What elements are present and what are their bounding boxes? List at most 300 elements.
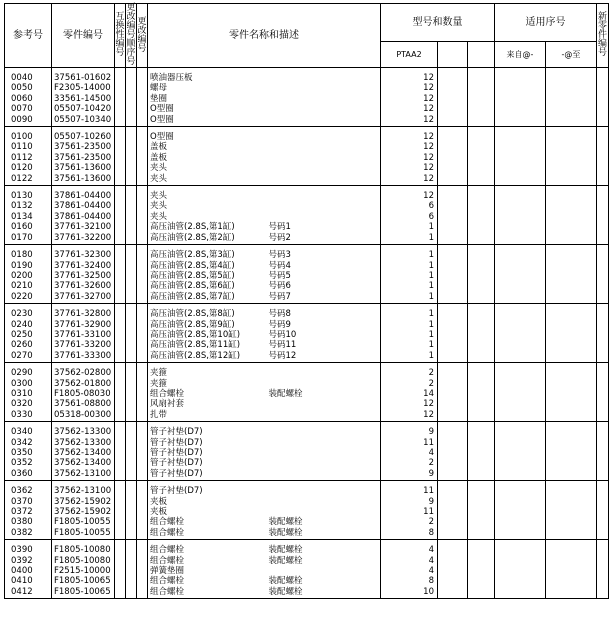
ref-text: 0200	[11, 270, 33, 281]
name-text: 管子衬垫(D7)	[150, 427, 203, 438]
part-no-cell	[52, 422, 115, 481]
qty-text: 12	[423, 163, 434, 174]
part-no-cell	[52, 245, 115, 304]
from-cell	[495, 127, 546, 186]
model-blank-cell	[438, 422, 468, 481]
qty-text: 11	[423, 486, 434, 497]
change-serial-cell	[137, 127, 148, 186]
qty-text: 4	[428, 566, 434, 577]
part-text: 37561-13600	[54, 163, 112, 174]
part-text: 37562-15902	[54, 507, 112, 518]
remark-text	[267, 115, 381, 125]
qty-text: 1	[428, 329, 434, 340]
header-model-blank-2	[468, 42, 495, 68]
qty-text: 9	[428, 468, 434, 479]
header-to: -@至	[546, 42, 597, 68]
name-text: 夹头	[150, 211, 168, 222]
part-text: 37761-32300	[54, 250, 112, 261]
header-model-code: PTAA2	[381, 42, 438, 68]
part-text: 37562-13400	[54, 448, 112, 458]
new-part-cell	[597, 127, 609, 186]
ref-text: 0372	[11, 507, 33, 518]
part-name-cell	[148, 304, 267, 363]
name-text: 扎带	[150, 409, 168, 420]
remark-text	[267, 379, 381, 389]
part-text: 37562-13300	[54, 437, 112, 448]
name-text: 组合螺栓	[150, 517, 185, 528]
part-text: 37761-32500	[54, 270, 112, 281]
remark-text	[267, 458, 381, 468]
change-serial-cell	[137, 68, 148, 127]
name-text: 夹板	[150, 507, 168, 518]
ref-no-cell	[5, 68, 52, 127]
parts-table	[4, 3, 609, 599]
header-ref-no: 参考号	[5, 4, 52, 68]
header-model-qty: 型号和数量	[381, 4, 495, 42]
part-no-cell	[52, 68, 115, 127]
name-text: O型圈	[150, 114, 174, 125]
change-seq-cell	[126, 127, 137, 186]
name-text: 高压油管(2.8S,第8缸)	[150, 309, 235, 320]
remark-cell	[267, 127, 381, 186]
header-from: 来自@-	[495, 42, 546, 68]
ref-text: 0380	[11, 517, 33, 528]
part-text: F1805-10080	[54, 555, 111, 566]
remark-text: 号码5	[268, 270, 291, 281]
name-text: 管子衬垫(D7)	[150, 468, 203, 479]
part-no-cell	[52, 481, 115, 540]
model-blank-cell	[468, 245, 495, 304]
qty-text: 1	[428, 309, 434, 320]
name-text: 组合螺栓	[150, 388, 185, 399]
name-text: 夹头	[150, 191, 168, 202]
name-text: 高压油管(2.8S,第9缸)	[150, 319, 235, 330]
qty-text: 11	[423, 437, 434, 448]
part-text: 37761-33300	[54, 350, 112, 361]
header-new-part: 新零件编号	[597, 4, 609, 68]
remark-text	[267, 163, 381, 173]
name-text: 管子衬垫(D7)	[150, 448, 203, 458]
remark-text	[267, 212, 381, 222]
ref-text: 0240	[11, 319, 33, 330]
model-blank-cell	[438, 68, 468, 127]
ref-text: 0190	[11, 260, 33, 271]
remark-text: 号码9	[268, 319, 291, 330]
header-change-seq: 更改编号顺序号	[126, 3, 136, 67]
qty-text: 12	[423, 83, 434, 94]
remark-text	[267, 153, 381, 163]
ref-text: 0170	[11, 232, 33, 243]
qty-text: 9	[428, 427, 434, 438]
qty-text: 2	[428, 458, 434, 469]
part-no-cell	[52, 186, 115, 245]
remark-text	[267, 566, 381, 576]
part-text: 37562-13100	[54, 486, 112, 497]
qty-text: 11	[423, 507, 434, 518]
ref-text: 0320	[11, 399, 33, 410]
remark-text	[267, 142, 381, 152]
part-no-cell	[52, 540, 115, 599]
ref-no-cell	[5, 304, 52, 363]
qty-text: 12	[423, 104, 434, 115]
remark-cell	[267, 304, 381, 363]
qty-text: 4	[428, 545, 434, 556]
part-text: 37562-02800	[54, 368, 112, 379]
change-seq-cell	[126, 186, 137, 245]
from-cell	[495, 363, 546, 422]
remark-text: 号码6	[268, 281, 291, 292]
table-header	[5, 4, 609, 68]
part-text: 37861-04400	[54, 211, 112, 222]
interchange-cell	[115, 245, 126, 304]
remark-text	[267, 399, 381, 409]
remark-text: 号码10	[268, 329, 297, 340]
model-blank-cell	[438, 363, 468, 422]
ref-text: 0090	[11, 114, 33, 125]
ref-text: 0350	[11, 448, 33, 458]
model-blank-cell	[438, 127, 468, 186]
row-group	[5, 481, 609, 540]
qty-text: 1	[428, 232, 434, 243]
ref-no-cell	[5, 186, 52, 245]
ref-text: 0382	[11, 527, 33, 538]
interchange-cell	[115, 186, 126, 245]
part-text: 37562-15902	[54, 496, 112, 507]
change-seq-cell	[126, 245, 137, 304]
remark-cell	[267, 540, 381, 599]
name-text: 高压油管(2.8S,第11缸)	[150, 340, 241, 351]
part-text: 37761-32800	[54, 309, 112, 320]
name-text: 高压油管(2.8S,第6缸)	[150, 281, 235, 292]
part-text: 37761-32600	[54, 281, 112, 292]
remark-text: 装配螺栓	[268, 555, 303, 566]
name-text: 组合螺栓	[150, 545, 185, 556]
qty-cell	[381, 422, 438, 481]
ref-text: 0070	[11, 104, 33, 115]
name-text: O型圈	[150, 104, 174, 115]
to-cell	[546, 186, 597, 245]
part-name-cell	[148, 68, 267, 127]
name-text: 夹头	[150, 173, 168, 184]
part-text: 37761-32100	[54, 222, 112, 233]
from-cell	[495, 245, 546, 304]
change-serial-cell	[137, 481, 148, 540]
to-cell	[546, 304, 597, 363]
remark-text: 号码2	[268, 232, 291, 243]
new-part-cell	[597, 481, 609, 540]
change-seq-cell	[126, 422, 137, 481]
new-part-cell	[597, 186, 609, 245]
qty-text: 12	[423, 399, 434, 410]
qty-text: 2	[428, 517, 434, 528]
remark-text: 号码1	[268, 222, 291, 233]
remark-text	[267, 201, 381, 211]
name-text: 垫圈	[150, 93, 168, 104]
from-cell	[495, 304, 546, 363]
name-text: 管子衬垫(D7)	[150, 486, 203, 497]
part-text: 37562-13300	[54, 427, 112, 438]
remark-text	[267, 507, 381, 517]
ref-text: 0392	[11, 555, 33, 566]
change-seq-cell	[126, 540, 137, 599]
header-part-no: 零件编号	[52, 4, 115, 68]
part-text: 37861-04400	[54, 191, 112, 202]
change-serial-cell	[137, 245, 148, 304]
qty-text: 8	[428, 576, 434, 587]
row-group	[5, 422, 609, 481]
remark-cell	[267, 245, 381, 304]
remark-text	[267, 191, 381, 201]
to-cell	[546, 127, 597, 186]
interchange-cell	[115, 422, 126, 481]
part-text: 05507-10420	[54, 104, 112, 115]
model-blank-cell	[438, 245, 468, 304]
table-body	[5, 68, 609, 599]
name-text: 组合螺栓	[150, 555, 185, 566]
name-text: 组合螺栓	[150, 527, 185, 538]
part-text: 37761-32200	[54, 232, 112, 243]
interchange-cell	[115, 304, 126, 363]
model-blank-cell	[438, 481, 468, 540]
name-text: 喷油器压板	[150, 73, 193, 83]
qty-text: 6	[428, 201, 434, 212]
header-model-blank-1	[438, 42, 468, 68]
ref-text: 0112	[11, 152, 33, 163]
part-text: F1805-10065	[54, 576, 111, 587]
header-applicable-seq: 适用序号	[495, 4, 597, 42]
part-text: 33561-14500	[54, 93, 112, 104]
remark-text: 装配螺栓	[268, 586, 303, 597]
name-text: 管子衬垫(D7)	[150, 458, 203, 469]
remark-text	[267, 104, 381, 114]
row-group	[5, 540, 609, 599]
name-text: 管子衬垫(D7)	[150, 437, 203, 448]
remark-text: 号码11	[268, 340, 297, 351]
change-serial-cell	[137, 304, 148, 363]
to-cell	[546, 68, 597, 127]
name-text: 风扇衬套	[150, 399, 185, 410]
from-cell	[495, 422, 546, 481]
model-blank-cell	[468, 127, 495, 186]
remark-text	[267, 174, 381, 184]
header-name-desc: 零件名称和描述	[148, 4, 381, 68]
remark-text	[267, 73, 381, 83]
ref-text: 0220	[11, 291, 33, 302]
remark-text: 号码4	[268, 260, 291, 271]
part-text: 37761-32900	[54, 319, 112, 330]
qty-text: 1	[428, 340, 434, 351]
qty-cell	[381, 481, 438, 540]
name-text: 盖板	[150, 142, 168, 153]
new-part-cell	[597, 304, 609, 363]
qty-text: 12	[423, 73, 434, 83]
remark-cell	[267, 363, 381, 422]
part-text: F1805-10080	[54, 545, 111, 556]
ref-no-cell	[5, 363, 52, 422]
ref-text: 0132	[11, 201, 33, 212]
qty-cell	[381, 245, 438, 304]
part-text: F1805-08030	[54, 388, 111, 399]
from-cell	[495, 68, 546, 127]
name-text: 弹簧垫圈	[150, 566, 185, 577]
remark-text	[267, 448, 381, 458]
qty-text: 12	[423, 114, 434, 125]
remark-text: 装配螺栓	[268, 388, 303, 399]
remark-cell	[267, 68, 381, 127]
qty-text: 12	[423, 132, 434, 143]
ref-text: 0330	[11, 409, 33, 420]
name-text: 组合螺栓	[150, 576, 185, 587]
part-text: 37561-23500	[54, 152, 112, 163]
to-cell	[546, 481, 597, 540]
qty-cell	[381, 363, 438, 422]
model-blank-cell	[468, 186, 495, 245]
name-text: 夹箍	[150, 378, 168, 389]
row-group	[5, 127, 609, 186]
change-serial-cell	[137, 422, 148, 481]
qty-text: 1	[428, 319, 434, 330]
model-blank-cell	[438, 186, 468, 245]
qty-text: 1	[428, 350, 434, 361]
remark-cell	[267, 186, 381, 245]
part-name-cell	[148, 245, 267, 304]
remark-text: 装配螺栓	[268, 545, 303, 556]
qty-text: 14	[423, 388, 434, 399]
part-no-cell	[52, 363, 115, 422]
part-text: 05507-10260	[54, 132, 112, 143]
part-text: F1805-10055	[54, 527, 111, 538]
row-group	[5, 245, 609, 304]
ref-text: 0360	[11, 468, 33, 479]
remark-cell	[267, 481, 381, 540]
name-text: 高压油管(2.8S,第3缸)	[150, 250, 235, 261]
remark-text	[267, 486, 381, 496]
model-blank-cell	[468, 68, 495, 127]
from-cell	[495, 540, 546, 599]
row-group	[5, 186, 609, 245]
remark-cell	[267, 422, 381, 481]
name-text: 夹头	[150, 201, 168, 212]
change-seq-cell	[126, 481, 137, 540]
name-text: 高压油管(2.8S,第4缸)	[150, 260, 235, 271]
ref-text: 0110	[11, 142, 33, 153]
qty-text: 4	[428, 555, 434, 566]
name-text: O型圈	[150, 132, 174, 143]
ref-text: 0400	[11, 566, 33, 577]
from-cell	[495, 481, 546, 540]
name-text: 夹板	[150, 496, 168, 507]
ref-text: 0352	[11, 458, 33, 469]
interchange-cell	[115, 540, 126, 599]
qty-text: 1	[428, 250, 434, 261]
model-blank-cell	[468, 540, 495, 599]
ref-text: 0120	[11, 163, 33, 174]
qty-text: 1	[428, 281, 434, 292]
part-text: F2515-10000	[54, 566, 111, 577]
part-text: 37562-01800	[54, 378, 112, 389]
part-text: 05318-00300	[54, 409, 112, 420]
qty-text: 12	[423, 93, 434, 104]
part-text: 37761-33200	[54, 340, 112, 351]
qty-text: 12	[423, 142, 434, 153]
to-cell	[546, 540, 597, 599]
qty-text: 4	[428, 448, 434, 458]
interchange-cell	[115, 363, 126, 422]
ref-text: 0180	[11, 250, 33, 261]
ref-text: 0050	[11, 83, 33, 94]
ref-text: 0040	[11, 73, 33, 83]
ref-text: 0390	[11, 545, 33, 556]
remark-text	[267, 83, 381, 93]
ref-text: 0134	[11, 211, 33, 222]
part-text: 05507-10340	[54, 114, 112, 125]
name-text: 高压油管(2.8S,第10缸)	[150, 329, 241, 340]
part-no-cell	[52, 304, 115, 363]
ref-text: 0362	[11, 486, 33, 497]
change-serial-cell	[137, 186, 148, 245]
change-seq-cell	[126, 68, 137, 127]
ref-text: 0370	[11, 496, 33, 507]
to-cell	[546, 245, 597, 304]
change-serial-cell	[137, 363, 148, 422]
ref-text: 0160	[11, 222, 33, 233]
header-interchange: 互换性编号	[115, 4, 126, 68]
remark-text: 装配螺栓	[268, 517, 303, 528]
ref-text: 0122	[11, 173, 33, 184]
remark-text: 号码12	[268, 350, 297, 361]
remark-text: 号码8	[268, 309, 291, 320]
ref-text: 0250	[11, 329, 33, 340]
qty-text: 12	[423, 152, 434, 163]
part-name-cell	[148, 186, 267, 245]
to-cell	[546, 422, 597, 481]
qty-text: 12	[423, 409, 434, 420]
remark-text	[267, 368, 381, 378]
qty-cell	[381, 540, 438, 599]
part-text: 37562-13100	[54, 468, 112, 479]
name-text: 盖板	[150, 152, 168, 163]
ref-text: 0410	[11, 576, 33, 587]
qty-text: 12	[423, 173, 434, 184]
qty-text: 1	[428, 222, 434, 233]
qty-cell	[381, 304, 438, 363]
part-text: 37561-08800	[54, 399, 112, 410]
ref-text: 0300	[11, 378, 33, 389]
ref-no-cell	[5, 422, 52, 481]
qty-text: 8	[428, 527, 434, 538]
from-cell	[495, 186, 546, 245]
part-text: 37761-33100	[54, 329, 112, 340]
new-part-cell	[597, 245, 609, 304]
ref-no-cell	[5, 127, 52, 186]
name-text: 夹头	[150, 163, 168, 174]
qty-text: 2	[428, 378, 434, 389]
interchange-cell	[115, 481, 126, 540]
change-serial-cell	[137, 540, 148, 599]
name-text: 组合螺栓	[150, 586, 185, 597]
ref-text: 0412	[11, 586, 33, 597]
qty-cell	[381, 68, 438, 127]
ref-no-cell	[5, 245, 52, 304]
qty-cell	[381, 127, 438, 186]
part-text: 37861-04400	[54, 201, 112, 212]
remark-text: 号码7	[268, 291, 291, 302]
ref-text: 0260	[11, 340, 33, 351]
name-text: 高压油管(2.8S,第1缸)	[150, 222, 235, 233]
ref-text: 0060	[11, 93, 33, 104]
qty-text: 10	[423, 586, 434, 597]
remark-text: 装配螺栓	[268, 527, 303, 538]
